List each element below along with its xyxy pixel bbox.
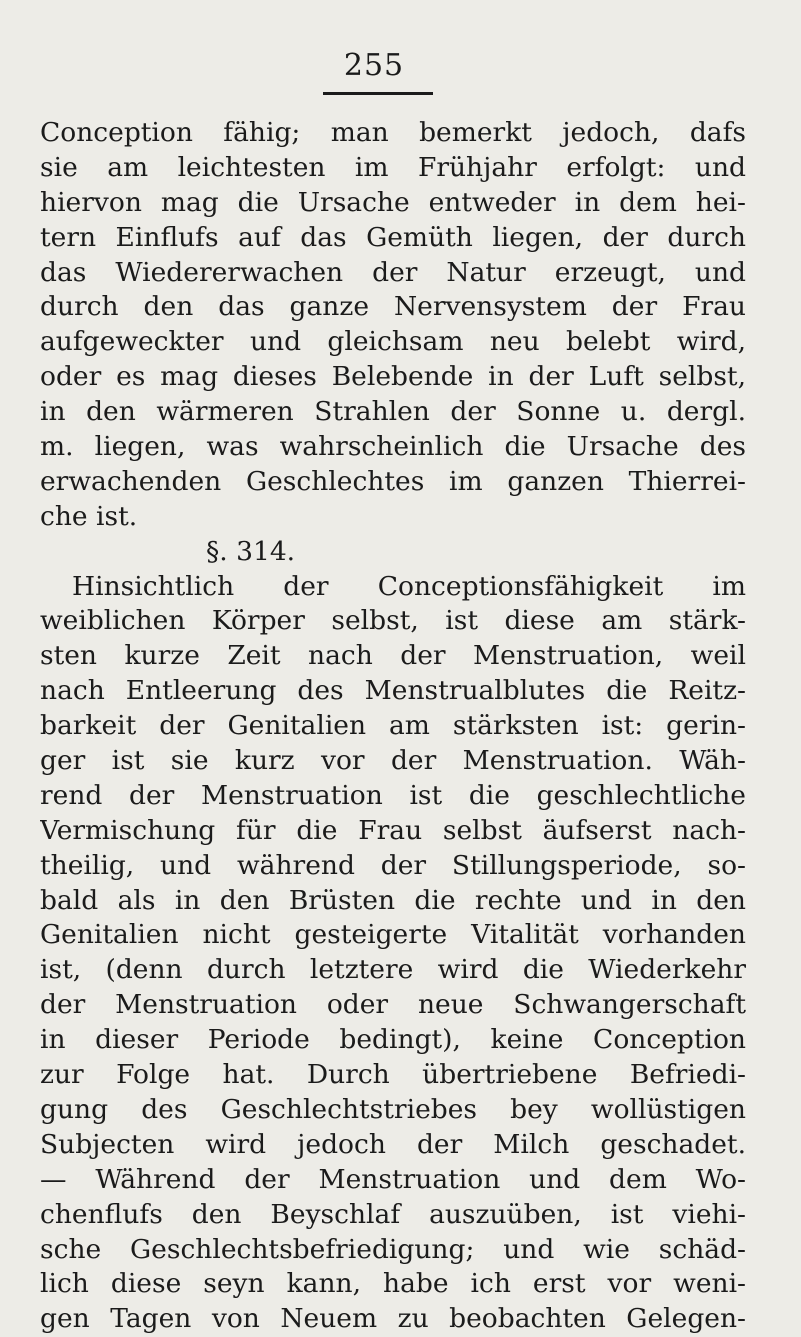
body-text [40,116,746,1337]
text-line: weiblichen Körper selbst, ist diese am stärk- [40,605,746,637]
text-line: che ist. [40,500,138,532]
text-line: erwachenden Geschlechtes im ganzen Thierrei- [40,465,746,497]
text-line: rend der Menstruation ist die geschlechtliche [40,779,746,811]
text-line: tern Einflufs auf das Gemüth liegen, der durch [40,221,746,253]
text-line: aufgeweckter und gleichsam neu belebt wird, [40,326,746,358]
text-line: in dieser Periode bedingt), keine Conception [40,1024,746,1056]
paragraph [40,116,746,535]
text-line: gen Tagen von Neuem zu beobachten Gelegen- [40,1303,746,1335]
paragraph [40,570,746,1337]
text-line: sie am leichtesten im Frühjahr erfolgt: und [40,151,746,183]
page-number: 255 [343,48,405,83]
text-line: ger ist sie kurz vor der Menstruation. Wäh- [40,745,746,777]
text-line: bald als in den Brüsten die rechte und in den [40,884,746,916]
text-line: in den wärmeren Strahlen der Sonne u. dergl. [40,396,746,428]
text-line: zur Folge hat. Durch übertriebene Befriedi- [40,1059,746,1091]
text-line: sche Geschlechtsbefriedigung; und wie schäd- [40,1233,746,1265]
text-line: Hinsichtlich der Conceptionsfähigkeit im [72,570,746,602]
text-line: nach Entleerung des Menstrualblutes die Reitz- [40,675,746,707]
text-line: barkeit der Genitalien am stärksten ist: gerin- [40,710,746,742]
text-line: oder es mag dieses Belebende in der Luft selbst, [40,361,746,393]
text-line: ist, (denn durch letztere wird die Wiederkehr [40,954,746,986]
text-line: das Wiedererwachen der Natur erzeugt, und [40,256,746,288]
text-line: hiervon mag die Ursache entweder in dem hei- [40,186,746,218]
text-line: theilig, und während der Stillungsperiode, so- [40,849,746,881]
text-line: Genitalien nicht gesteigerte Vitalität vorhanden [40,919,746,951]
text-line: lich diese seyn kann, habe ich erst vor weni- [40,1268,746,1300]
text-line: chenflufs den Beyschlaf auszuüben, ist viehi- [40,1198,746,1230]
text-line: Vermischung für die Frau selbst äufserst nach- [40,814,746,846]
text-line: gung des Geschlechtstriebes bey wollüstigen [40,1093,746,1125]
text-line: sten kurze Zeit nach der Menstruation, weil [40,640,746,672]
text-line: m. liegen, was wahrscheinlich die Ursache des [40,431,746,463]
text-line: Subjecten wird jedoch der Milch geschadet. [40,1128,746,1160]
text-line: der Menstruation oder neue Schwangerschaft [40,989,746,1021]
header-rule [323,92,433,95]
text-line: Conception fähig; man bemerkt jedoch, dafs [40,117,746,148]
section-heading: §. 314. [206,535,296,567]
text-line: — Während der Menstruation und dem Wo- [40,1163,746,1195]
text-line: durch den das ganze Nervensystem der Frau [40,291,746,323]
